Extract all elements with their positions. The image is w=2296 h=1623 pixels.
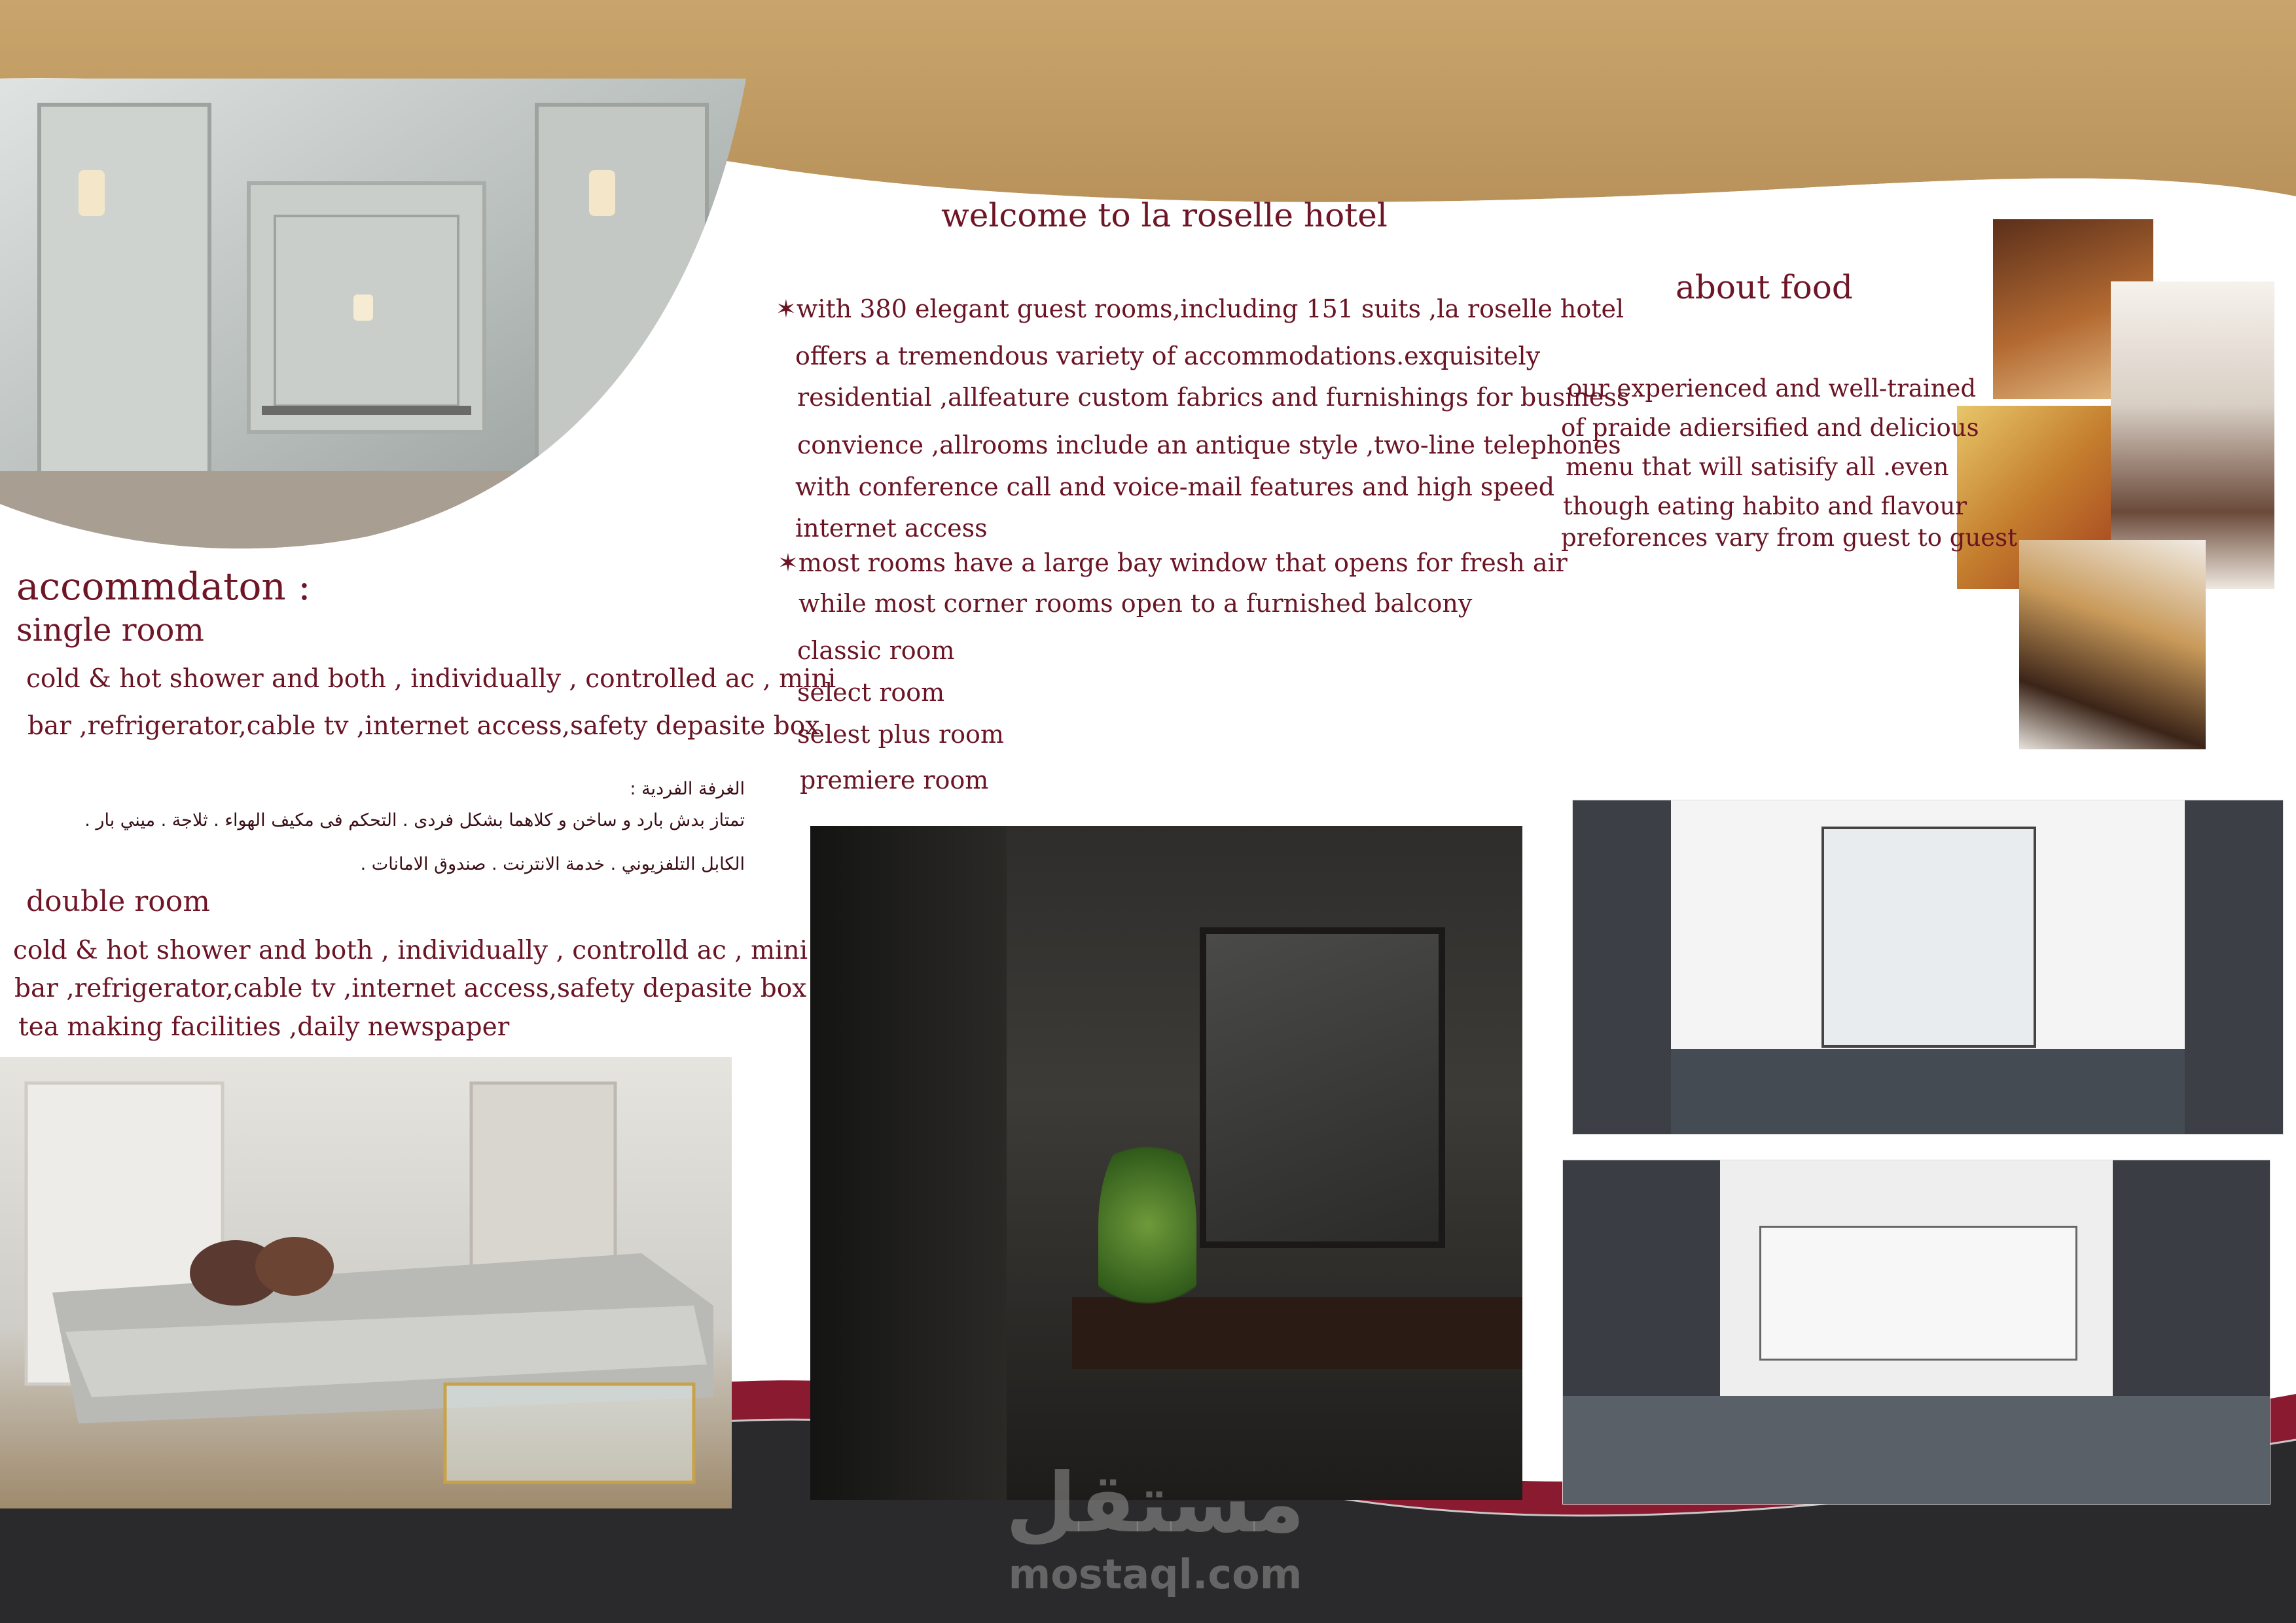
double-room-line-2: bar ,refrigerator,cable tv ,internet access,safety depasite box xyxy=(14,974,807,1003)
restaurant-sketch-2 xyxy=(1562,1160,2270,1505)
room-type-classic: classic room xyxy=(797,636,955,665)
welcome-line-2: offers a tremendous variety of accommodations.exquisitely xyxy=(795,342,1541,370)
watermark-url: mostaql.com xyxy=(1008,1550,1302,1598)
bathroom-photo xyxy=(810,826,1522,1500)
living-room-photo xyxy=(0,1057,732,1508)
welcome-line-3: residential ,allfeature custom fabrics and furnishings for business xyxy=(797,383,1630,412)
room-type-select: select room xyxy=(797,678,945,707)
double-room-line-3: tea making facilities ,daily newspaper xyxy=(18,1012,510,1042)
welcome-line-5: with conference call and voice-mail features and high speed xyxy=(795,473,1555,501)
double-room-title: double room xyxy=(26,885,210,918)
single-room-arabic-line-1: تمتاز بدش بارد و ساخن و كلاهما بشكل فردى . التحكم فى مكيف الهواء . ثلاجة . ميني بار . xyxy=(84,810,745,830)
room-type-selest-plus: selest plus room xyxy=(797,720,1004,749)
accommodation-heading: accommdaton : xyxy=(16,564,311,609)
welcome-title: welcome to la roselle hotel xyxy=(941,196,1388,234)
room-type-premiere: premiere room xyxy=(800,766,989,794)
corridor-photo xyxy=(0,79,746,550)
food-photo-dessert xyxy=(2019,540,2206,749)
welcome-line-8: while most corner rooms open to a furnished balcony xyxy=(798,589,1473,618)
food-line-1: our experienced and well-trained xyxy=(1568,374,1977,402)
single-room-title: single room xyxy=(16,612,204,649)
welcome-line-4: convience ,allrooms include an antique style ,two-line telephones xyxy=(797,431,1621,459)
single-room-arabic-line-2: الكابل التلفزيوني . خدمة الانترنت . صندوق الامانات . xyxy=(360,854,745,874)
single-room-line-1: cold & hot shower and both , individually , controlled ac , mini xyxy=(26,664,836,694)
food-line-4: though eating habito and flavour xyxy=(1563,492,1967,520)
welcome-line-6: internet access xyxy=(795,514,988,543)
single-room-arabic-title: الغرفة الفردية : xyxy=(630,779,745,799)
single-room-line-2: bar ,refrigerator,cable tv ,internet access,safety depasite box xyxy=(27,711,820,741)
food-line-2: of praide adiersified and delicious xyxy=(1561,414,1979,442)
watermark-logo-text: مستقل xyxy=(1005,1456,1305,1551)
double-room-line-1: cold & hot shower and both , individually , controlld ac , mini xyxy=(13,936,808,965)
food-title: about food xyxy=(1676,268,1853,306)
welcome-line-1: ✶with 380 elegant guest rooms,including 151 suits ,la roselle hotel xyxy=(776,294,1624,323)
food-line-5: preforences vary from guest to guest xyxy=(1561,524,2018,552)
welcome-line-7: ✶most rooms have a large bay window that opens for fresh air xyxy=(778,548,1568,577)
food-line-3: menu that will satisify all .even xyxy=(1566,453,1949,481)
restaurant-sketch-1 xyxy=(1572,800,2284,1135)
